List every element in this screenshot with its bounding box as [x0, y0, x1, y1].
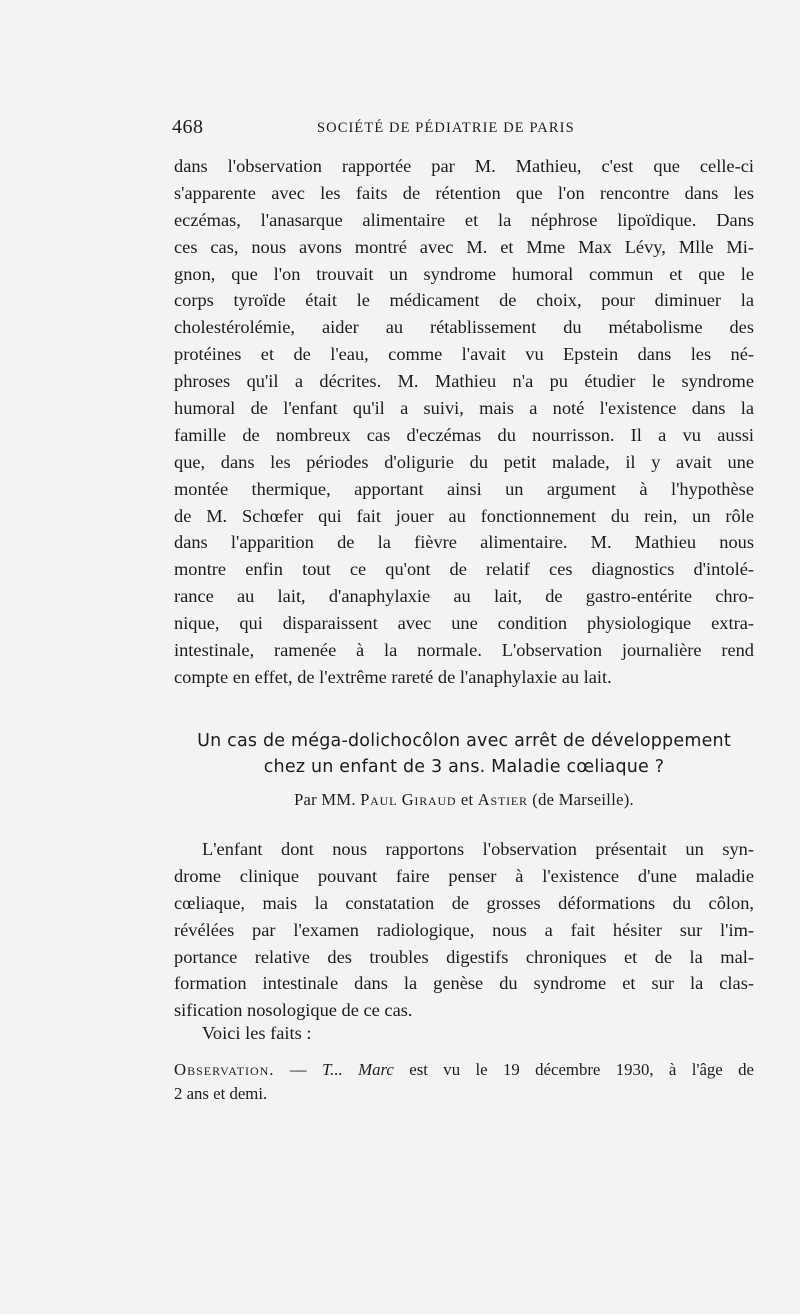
text-line: formation intestinale dans la genèse du syndrome et sur la clas-: [174, 973, 754, 994]
text-line: montée thermique, apportant ainsi un argument à l'hypothèse: [174, 478, 754, 499]
page-number: 468: [172, 116, 204, 138]
text-line: corps tyroïde était le médicament de choix, pour diminuer la: [174, 290, 754, 311]
text-line: nique, qui disparaissent avec une condition physiologique extra-: [174, 613, 754, 634]
text-line: intestinale, ramenée à la normale. L'observation journalière rend: [174, 640, 754, 661]
observation-dash: —: [274, 1060, 323, 1079]
byline-conjunction: et: [460, 790, 474, 809]
page-header: [172, 116, 754, 146]
text-line: compte en effet, de l'extrême rareté de l'anaphylaxie au lait.: [174, 666, 612, 687]
author-1-first-name: Paul: [360, 790, 398, 809]
text-line: dans l'apparition de la fièvre alimentaire. M. Mathieu nous: [174, 532, 754, 553]
paragraph-1: [174, 153, 754, 691]
text-line: s'apparente avec les faits de rétention que l'on rencontre dans les: [174, 182, 754, 203]
text-line: cholestérolémie, aider au rétablissement du métabolisme des: [174, 317, 754, 338]
text-line: L'enfant dont nous rapportons l'observation présentait un syn-: [202, 839, 754, 859]
text-line: sification nosologique de ce cas.: [174, 1000, 413, 1021]
author-1-last-name: Giraud: [401, 790, 457, 809]
text-line: phroses qu'il a décrites. M. Mathieu n'a pu étudier le syndrome: [174, 371, 754, 392]
running-title: SOCIÉTÉ DE PÉDIATRIE DE PARIS: [317, 120, 575, 136]
text-line: Voici les faits :: [202, 1023, 312, 1043]
author-2-name: Astier: [477, 790, 528, 809]
article-byline: [174, 790, 754, 810]
paragraph-2: [174, 836, 754, 1024]
article-title: [174, 728, 754, 780]
text-line: cœliaque, mais la constatation de grosses déformations du côlon,: [174, 892, 754, 913]
text-line: protéines et de l'eau, comme l'avait vu Epstein dans les né-: [174, 344, 754, 365]
observation-block: [174, 1058, 754, 1106]
observation-line-1: [174, 1058, 754, 1082]
text-line: gnon, que l'on trouvait un syndrome humoral commun et que le: [174, 263, 754, 284]
article-title-line-2: chez un enfant de 3 ans. Maladie cœliaque ?: [263, 757, 665, 777]
text-line: rance au lait, d'anaphylaxie au lait, de gastro-entérite chro-: [174, 586, 754, 607]
text-line: de M. Schœfer qui fait jouer au fonctionnement du rein, un rôle: [174, 505, 754, 526]
text-line: ces cas, nous avons montré avec M. et Mme Max Lévy, Mlle Mi-: [174, 236, 754, 257]
patient-name: T... Marc: [322, 1060, 394, 1079]
paragraph-3: [174, 1020, 754, 1047]
byline-prefix: Par MM.: [294, 790, 356, 809]
observation-line-2: 2 ans et demi.: [174, 1084, 268, 1103]
text-line: que, dans les périodes d'oligurie du petit malade, il y avait une: [174, 451, 754, 472]
article-title-line-1: Un cas de méga-dolichocôlon avec arrêt de développement: [197, 731, 731, 751]
text-line: montre enfin tout ce qu'ont de relatif ces diagnostics d'intolé-: [174, 559, 754, 580]
text-line: portance relative des troubles digestifs chroniques et de la mal-: [174, 946, 754, 967]
text-line: eczémas, l'anasarque alimentaire et la néphrose lipoïdique. Dans: [174, 209, 754, 230]
text-line: révélées par l'examen radiologique, nous a fait hésiter sur l'im-: [174, 919, 754, 940]
text-line: humoral de l'enfant qu'il a suivi, mais a noté l'existence dans la: [174, 398, 754, 419]
text-line: dans l'observation rapportée par M. Mathieu, c'est que celle-ci: [174, 156, 754, 176]
author-affiliation: (de Marseille).: [532, 790, 634, 809]
observation-text: est vu le 19 décembre 1930, à l'âge de: [393, 1060, 754, 1079]
text-line: drome clinique pouvant faire penser à l'existence d'une maladie: [174, 865, 754, 886]
text-line: famille de nombreux cas d'eczémas du nourrisson. Il a vu aussi: [174, 424, 754, 445]
observation-label: Observation.: [174, 1060, 275, 1079]
